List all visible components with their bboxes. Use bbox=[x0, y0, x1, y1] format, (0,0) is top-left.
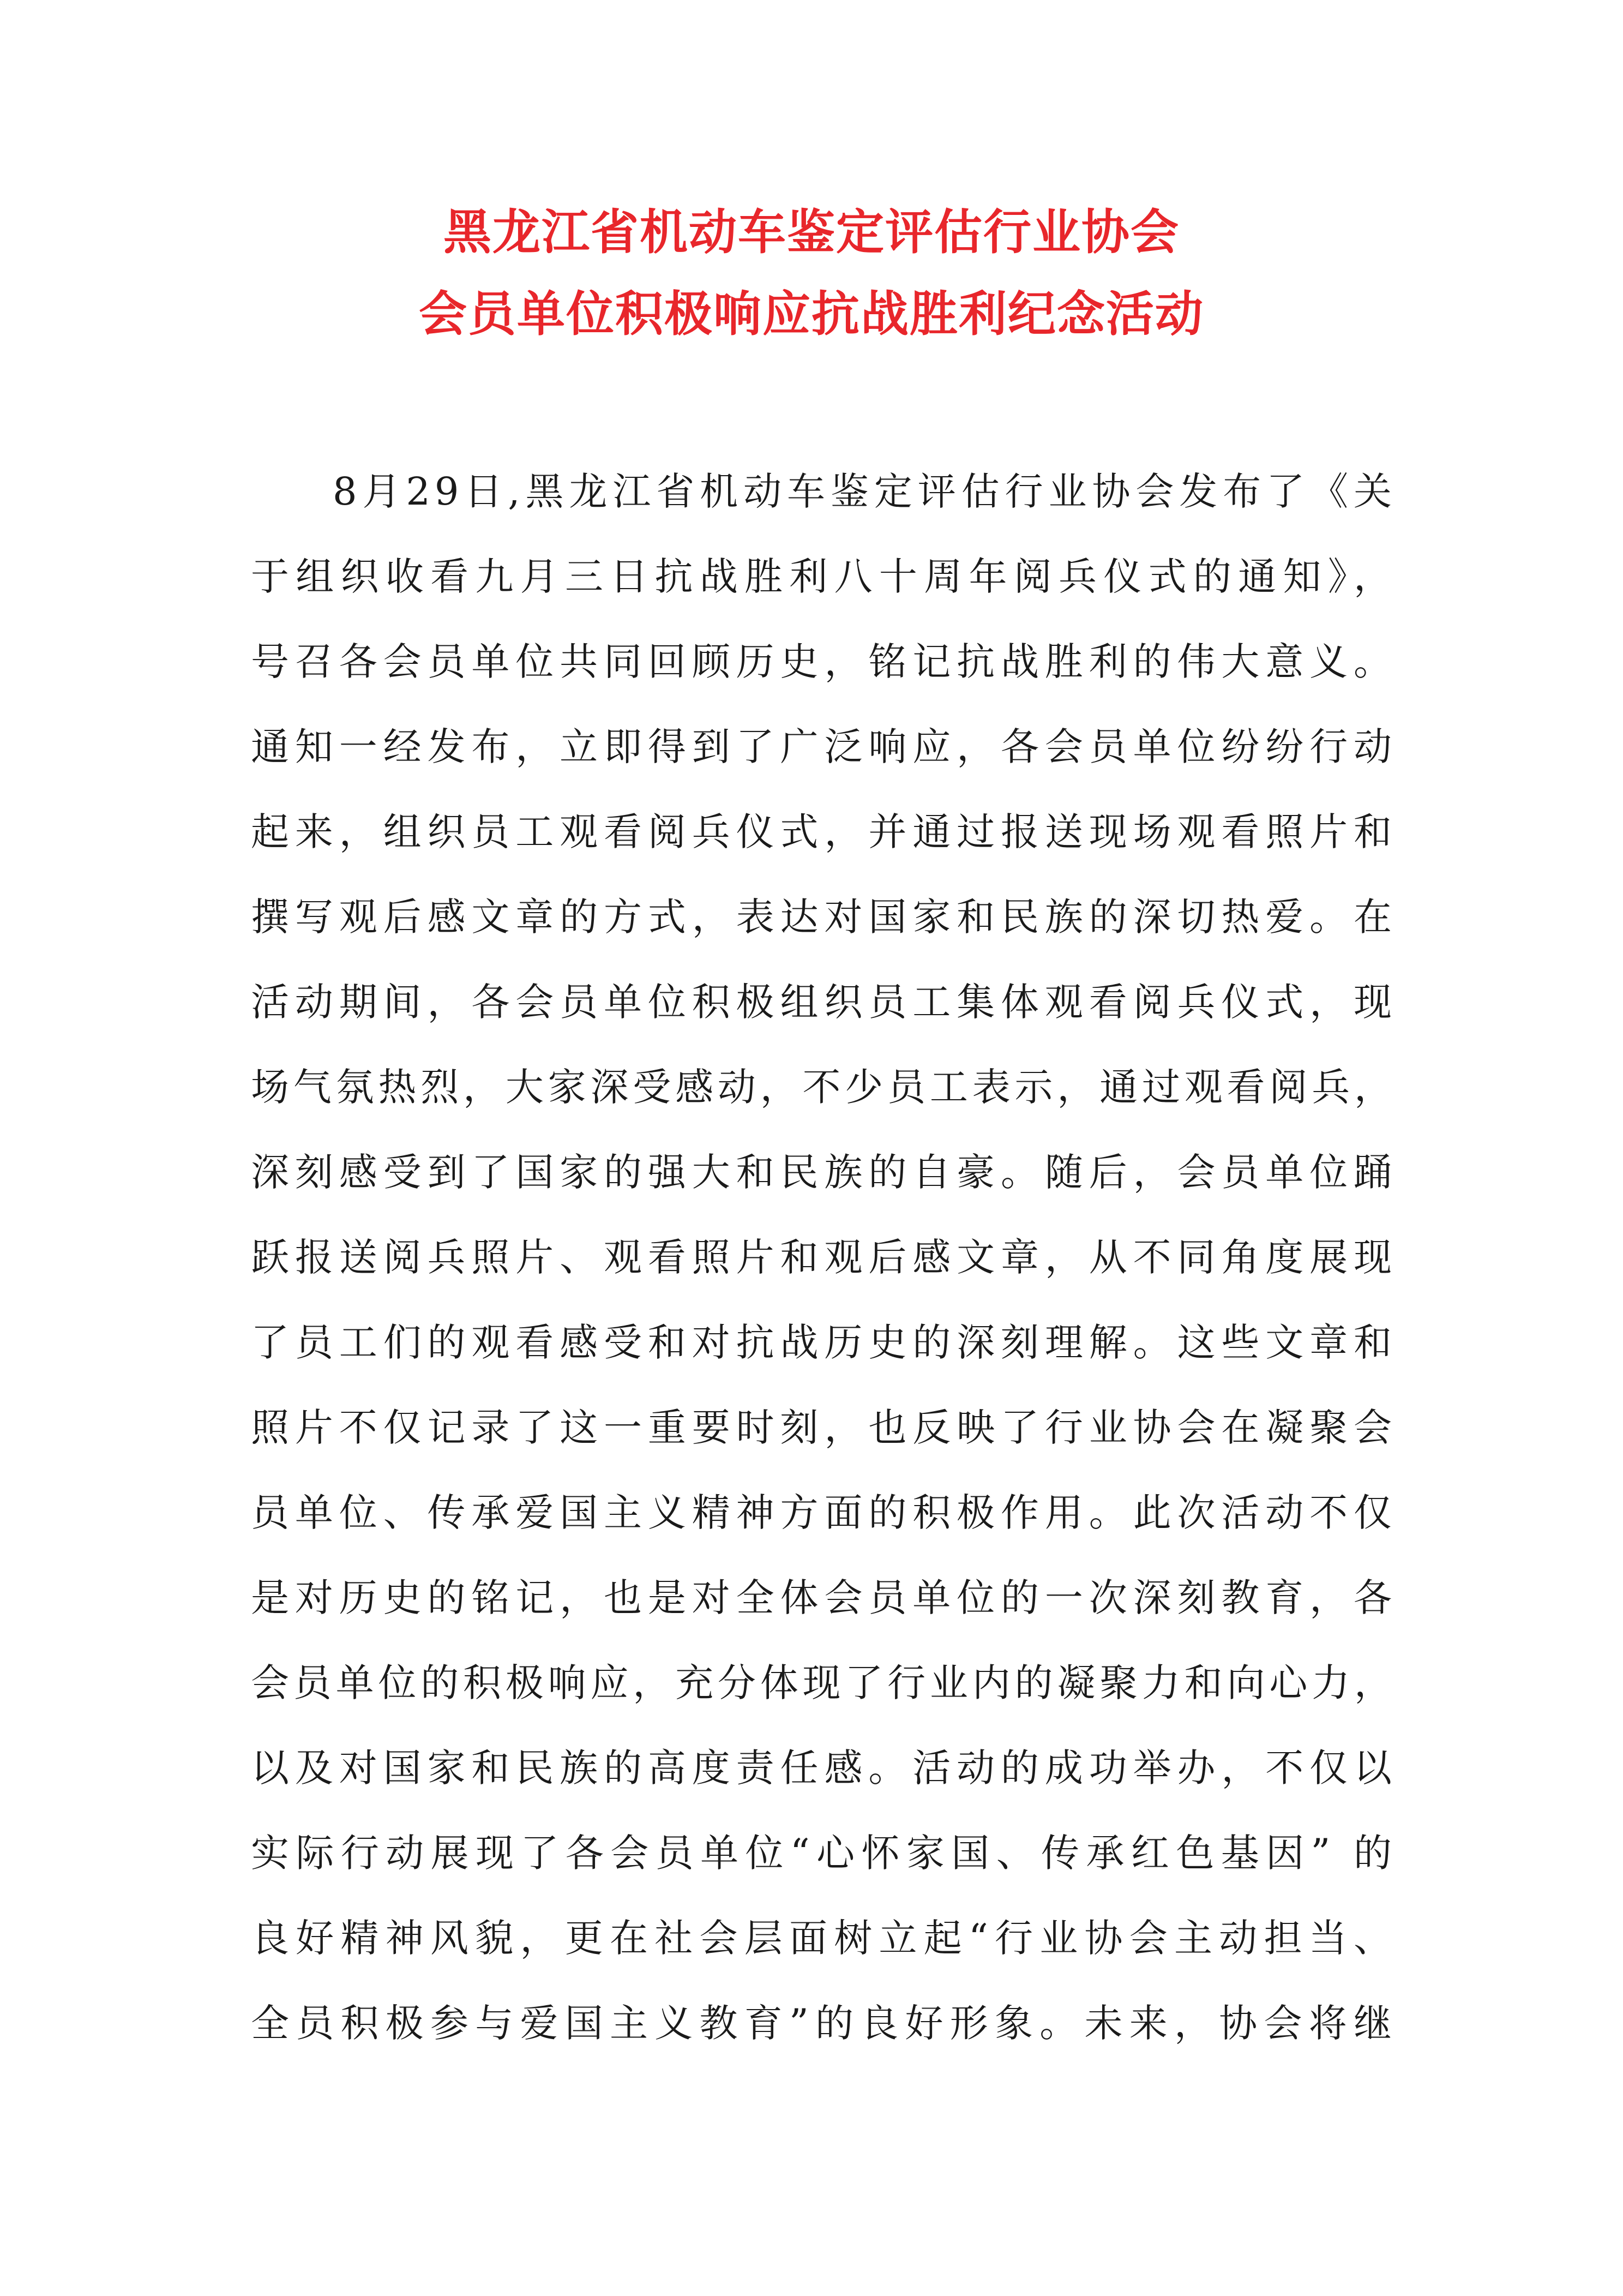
paragraph-line: 场气氛热烈，大家深受感动，不少员工表示，通过观看阅兵， bbox=[251, 1065, 1396, 1110]
paragraph-line: 深刻感受到了国家的强大和民族的自豪。随后，会员单位踊 bbox=[251, 1150, 1396, 1195]
paragraph-line: 通知一经发布，立即得到了广泛响应，各会员单位纷纷行动 bbox=[251, 724, 1396, 769]
paragraph-line: 实际行动展现了各会员单位“心怀家国、传承红色基因” 的 bbox=[251, 1831, 1396, 1875]
paragraph-line: 了员工们的观看感受和对抗战历史的深刻理解。这些文章和 bbox=[251, 1320, 1396, 1365]
paragraph-line: 良好精神风貌，更在社会层面树立起“行业协会主动担当、 bbox=[251, 1916, 1396, 1961]
paragraph-line: 员单位、传承爱国主义精神方面的积极作用。此次活动不仅 bbox=[251, 1490, 1396, 1535]
paragraph-line: 会员单位的积极响应，充分体现了行业内的凝聚力和向心力， bbox=[251, 1660, 1396, 1705]
paragraph-line: 号召各会员单位共同回顾历史，铭记抗战胜利的伟大意义。 bbox=[251, 639, 1396, 684]
paragraph-line: 8月29日,黑龙江省机动车鉴定评估行业协会发布了《关 bbox=[333, 469, 1396, 514]
paragraph-line: 活动期间，各会员单位积极组织员工集体观看阅兵仪式，现 bbox=[251, 980, 1396, 1024]
paragraph-line: 撰写观后感文章的方式，表达对国家和民族的深切热爱。在 bbox=[251, 895, 1396, 939]
paragraph-line: 于组织收看九月三日抗战胜利八十周年阅兵仪式的通知》， bbox=[251, 554, 1396, 599]
paragraph-line: 起来，组织员工观看阅兵仪式，并通过报送现场观看照片和 bbox=[251, 810, 1396, 854]
document-title-line-2: 会员单位积极响应抗战胜利纪念活动 bbox=[418, 286, 1204, 342]
paragraph-line: 以及对国家和民族的高度责任感。活动的成功举办，不仅以 bbox=[251, 1746, 1396, 1790]
paragraph-line: 照片不仅记录了这一重要时刻，也反映了行业协会在凝聚会 bbox=[251, 1405, 1396, 1450]
document-title-line-1: 黑龙江省机动车鉴定评估行业协会 bbox=[443, 204, 1180, 260]
paragraph-line: 跃报送阅兵照片、观看照片和观后感文章，从不同角度展现 bbox=[251, 1235, 1396, 1280]
paragraph-line: 是对历史的铭记，也是对全体会员单位的一次深刻教育，各 bbox=[251, 1575, 1396, 1620]
paragraph-line: 全员积极参与爱国主义教育”的良好形象。未来，协会将继 bbox=[251, 2001, 1396, 2046]
